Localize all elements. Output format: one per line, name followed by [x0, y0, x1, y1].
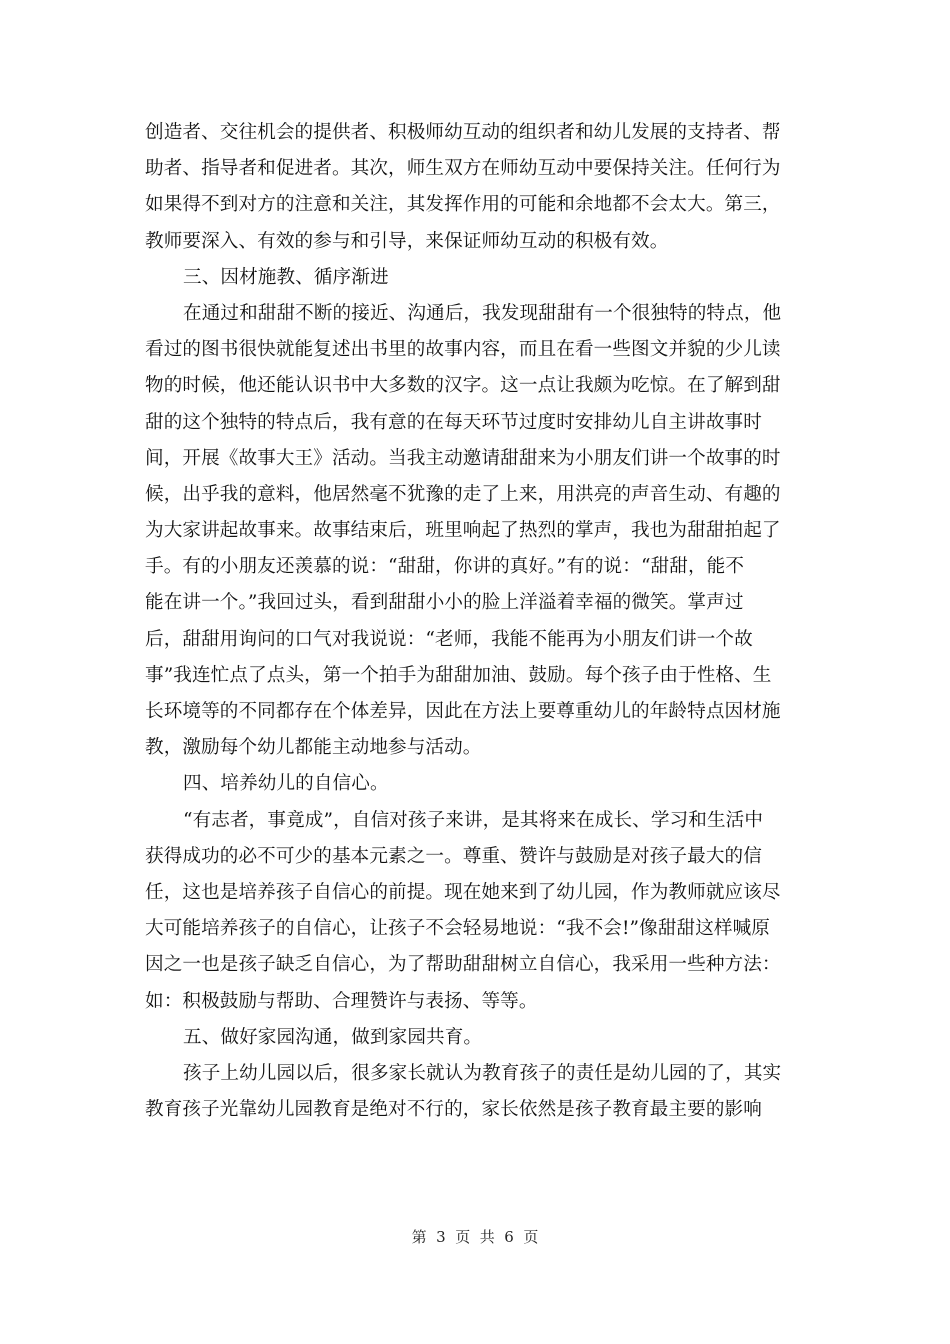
text-line: 物的时候，他还能认识书中大多数的汉字。这一点让我颇为吃惊。在了解到甜 [145, 375, 781, 397]
text-line: 创造者、交往机会的提供者、积极师幼互动的组织者和幼儿发展的支持者、帮 [145, 122, 781, 143]
text-line: 为大家讲起故事来。故事结束后，班里响起了热烈的掌声，我也为甜甜拍起了 [145, 520, 781, 542]
text-line: 教师要深入、有效的参与和引导，来保证师幼互动的积极有效。 [145, 230, 669, 252]
page-number-footer: 第 3 页 共 6 页 [411, 1228, 539, 1246]
text-line: 获得成功的必不可少的基本元素之一。尊重、赞许与鼓励是对孩子最大的信 [145, 845, 762, 867]
text-line: 看过的图书很快就能复述出书里的故事内容，而且在看一些图文并貌的少儿读 [145, 339, 781, 361]
text-line: 教育孩子光靠幼儿园教育是绝对不行的，家长依然是孩子教育最主要的影响 [145, 1099, 762, 1121]
text-line: 三、因材施教、循序渐进 [183, 266, 389, 288]
text-line: 甜的这个独特的特点后，我有意的在每天环节过度时安排幼儿自主讲故事时 [145, 411, 762, 433]
text-line: 如：积极鼓励与帮助、合理赞许与表扬、等等。 [145, 990, 538, 1012]
document-body [145, 115, 807, 1128]
text-line: 孩子上幼儿园以后，很多家长就认为教育孩子的责任是幼儿园的了，其实 [183, 1062, 782, 1084]
text-line: 因之一也是孩子缺乏自信心，为了帮助甜甜树立自信心，我采用一些种方法： [145, 954, 781, 976]
text-line: 教，激励每个幼儿都能主动地参与活动。 [145, 737, 482, 759]
text-line: 任，这也是培养孩子自信心的前提。现在她来到了幼儿园，作为教师就应该尽 [145, 881, 781, 903]
text-line: 助者、指导者和促进者。其次，师生双方在师幼互动中要保持关注。任何行为 [145, 158, 781, 180]
text-line: 长环境等的不同都存在个体差异，因此在方法上要尊重幼儿的年龄特点因材施 [145, 701, 781, 722]
text-line: 间，开展《故事大王》活动。当我主动邀请甜甜来为小朋友们讲一个故事的时 [145, 447, 781, 469]
text-line: 后，甜甜用询问的口气对我说说：“老师，我能不能再为小朋友们讲一个故 [145, 628, 753, 650]
text-line: 能在讲一个。”我回过头，看到甜甜小小的脸上洋溢着幸福的微笑。掌声过 [145, 592, 744, 614]
text-line: 五、做好家园沟通，做到家园共育。 [183, 1026, 483, 1048]
text-line: 在通过和甜甜不断的接近、沟通后，我发现甜甜有一个很独特的特点，他 [183, 302, 782, 324]
text-line: 如果得不到对方的注意和关注，其发挥作用的可能和余地都不会太大。第三， [145, 194, 781, 216]
text-line: “有志者，事竟成”，自信对孩子来讲，是其将来在成长、学习和生活中 [183, 809, 764, 831]
text-line: 四、培养幼儿的自信心。 [183, 773, 389, 795]
text-line: 事”我连忙点了点头，第一个拍手为甜甜加油、鼓励。每个孩子由于性格、生 [145, 664, 772, 686]
text-line: 大可能培养孩子的自信心，让孩子不会轻易地说：“我不会!”像甜甜这样喊原 [145, 918, 770, 940]
text-line: 候，出乎我的意料，他居然毫不犹豫的走了上来，用洪亮的声音生动、有趣的 [145, 483, 781, 505]
text-line: 手。有的小朋友还羡慕的说：“甜甜，你讲的真好。”有的说：“甜甜，能不 [145, 556, 745, 578]
